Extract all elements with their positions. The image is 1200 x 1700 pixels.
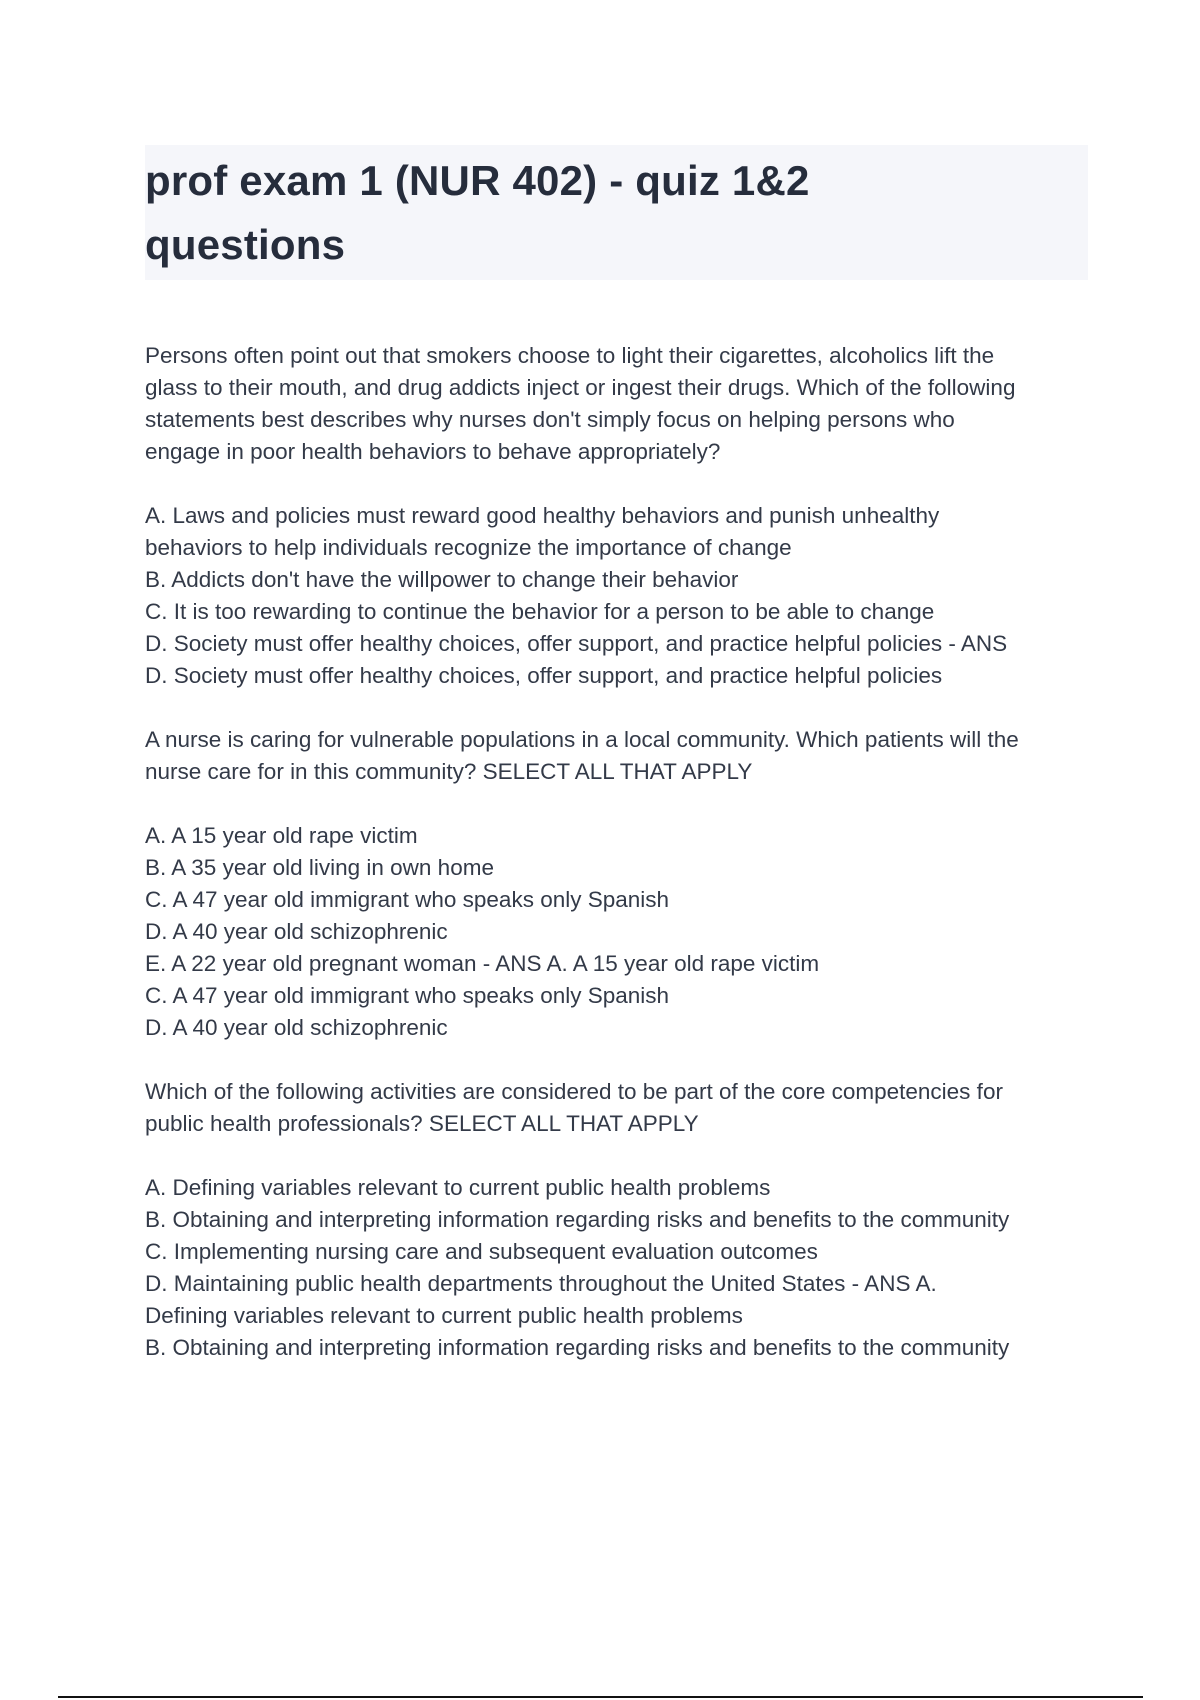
- option-line: C. It is too rewarding to continue the behavior for a person to be able to change: [145, 599, 935, 624]
- question-1: [145, 340, 1095, 468]
- answer-line: B. Obtaining and interpreting information regarding risks and benefits to the community: [145, 1335, 1010, 1360]
- option-line: D. Maintaining public health departments throughout the United States - ANS A.: [145, 1271, 937, 1296]
- option-line: behaviors to help individuals recognize the importance of change: [145, 535, 792, 560]
- question-text-line: statements best describes why nurses don't simply focus on helping persons who: [145, 407, 955, 432]
- question-text-line: A nurse is caring for vulnerable populations in a local community. Which patients will the: [145, 727, 1019, 752]
- question-text-line: glass to their mouth, and drug addicts inject or ingest their drugs. Which of the following: [145, 375, 1016, 400]
- question-text-line: Which of the following activities are considered to be part of the core competencies for: [145, 1079, 1003, 1104]
- answer-options-1: [145, 500, 1095, 692]
- option-line: C. A 47 year old immigrant who speaks only Spanish: [145, 887, 670, 912]
- option-line: E. A 22 year old pregnant woman - ANS A. A 15 year old rape victim: [145, 951, 820, 976]
- answer-line: Defining variables relevant to current public health problems: [145, 1303, 743, 1328]
- question-3: [145, 1076, 1095, 1140]
- answer-line: D. Society must offer healthy choices, offer support, and practice helpful policies: [145, 663, 943, 688]
- footer-divider: [58, 1696, 1143, 1698]
- page-title: [145, 145, 1088, 277]
- answer-options-2: [145, 820, 1095, 1044]
- answer-line: C. A 47 year old immigrant who speaks only Spanish: [145, 983, 670, 1008]
- option-line: A. A 15 year old rape victim: [145, 823, 418, 848]
- option-line: A. Laws and policies must reward good healthy behaviors and punish unhealthy: [145, 503, 940, 528]
- question-text-line: Persons often point out that smokers choose to light their cigarettes, alcoholics lift the: [145, 343, 995, 368]
- answer-options-3: [145, 1172, 1095, 1364]
- question-text-line: nurse care for in this community? SELECT ALL THAT APPLY: [145, 759, 753, 784]
- option-line: D. A 40 year old schizophrenic: [145, 919, 448, 944]
- title-line: questions: [145, 221, 346, 268]
- option-line: C. Implementing nursing care and subsequent evaluation outcomes: [145, 1239, 818, 1264]
- question-text-line: engage in poor health behaviors to behave appropriately?: [145, 439, 721, 464]
- option-line: A. Defining variables relevant to current public health problems: [145, 1175, 771, 1200]
- title-banner: [145, 145, 1088, 280]
- option-line: B. A 35 year old living in own home: [145, 855, 494, 880]
- title-line: prof exam 1 (NUR 402) - quiz 1&2: [145, 157, 810, 204]
- document-body: [145, 340, 1095, 1396]
- option-line: B. Addicts don't have the willpower to change their behavior: [145, 567, 739, 592]
- question-text-line: public health professionals? SELECT ALL THAT APPLY: [145, 1111, 699, 1136]
- option-line: D. Society must offer healthy choices, offer support, and practice helpful policies - ANS: [145, 631, 1008, 656]
- answer-line: D. A 40 year old schizophrenic: [145, 1015, 448, 1040]
- option-line: B. Obtaining and interpreting information regarding risks and benefits to the community: [145, 1207, 1010, 1232]
- question-2: [145, 724, 1095, 788]
